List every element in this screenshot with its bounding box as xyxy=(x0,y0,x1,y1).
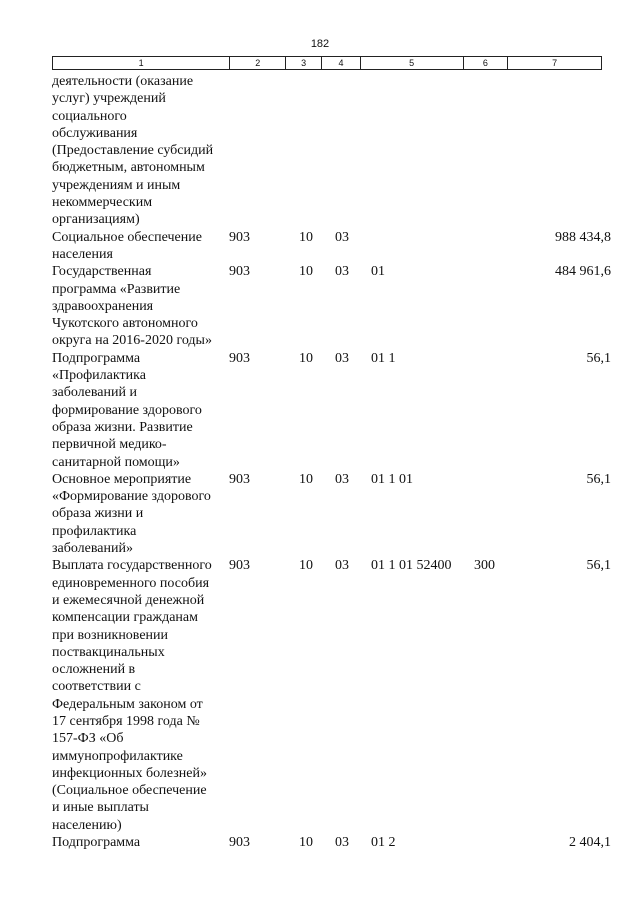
row-col-6 xyxy=(474,73,519,229)
row-col-3: 10 xyxy=(299,558,313,574)
row-col-2: 903 xyxy=(229,229,250,245)
header-col-3: 3 xyxy=(285,57,321,69)
row-name: Государственная программа «Развитие здравоохранения Чукотского автономного округа на 2016-2020 годы» xyxy=(52,264,212,349)
row-col-5: 01 xyxy=(371,264,385,280)
row-name: деятельности (оказание услуг) учреждений социального обслуживания (Предоставление субсидий бюджетным, автономным учреждениям и иным некоммерческим организациям) xyxy=(52,74,214,228)
table-row xyxy=(52,73,602,229)
row-col-7: 988 434,8 xyxy=(555,229,611,245)
row-name: Подпрограмма «Профилактика заболеваний и формирование здорового образа жизни. Развитие первичной медико- санитарной помощи» xyxy=(52,350,202,470)
row-col-4 xyxy=(335,73,371,229)
row-col-7 xyxy=(519,73,613,229)
table-header xyxy=(52,56,602,70)
row-col-3: 10 xyxy=(299,471,313,487)
row-col-3: 10 xyxy=(299,350,313,366)
row-col-2: 903 xyxy=(229,350,250,366)
row-col-2: 903 xyxy=(229,471,250,487)
row-col-2: 903 xyxy=(229,835,250,851)
row-col-7: 56,1 xyxy=(586,558,611,574)
row-col-5: 01 1 01 52400 xyxy=(371,558,452,574)
row-col-4: 03 xyxy=(335,229,349,245)
table-row xyxy=(52,263,611,349)
row-col-6 xyxy=(474,263,519,349)
row-col-4: 03 xyxy=(335,350,349,366)
row-col-2: 903 xyxy=(229,558,250,574)
row-col-3: 10 xyxy=(299,835,313,851)
row-col-6 xyxy=(474,471,519,557)
row-col-5 xyxy=(371,229,474,264)
header-col-1: 1 xyxy=(138,58,144,68)
row-col-5: 01 1 01 xyxy=(371,471,413,487)
table-row xyxy=(52,350,611,471)
row-name: Основное мероприятие «Формирование здорового образа жизни и профилактика заболеваний» xyxy=(52,471,211,557)
row-col-2 xyxy=(229,73,285,229)
header-col-6: 6 xyxy=(463,57,508,69)
table-row xyxy=(52,557,611,834)
header-col-2: 2 xyxy=(229,57,285,69)
row-col-6 xyxy=(474,229,519,264)
row-name: Подпрограмма xyxy=(52,835,141,851)
row-col-3 xyxy=(285,73,335,229)
row-name: Выплата государственного единовременного пособия и ежемесячной денежной компенсации гражданам при возникновении поствакцинальных осложнений в соответствии с Федеральным законом от 17 сентября 1998 года № 157-ФЗ «Об иммунопрофилактике инфекционных болезней» (Социальное обеспечение и иные выплаты населению) xyxy=(52,558,212,833)
row-name: Социальное обеспечение населения xyxy=(52,229,202,262)
row-col-3: 10 xyxy=(299,264,313,280)
row-col-4: 03 xyxy=(335,264,349,280)
row-col-7: 2 404,1 xyxy=(569,835,611,851)
row-col-4: 03 xyxy=(335,471,349,487)
table-row xyxy=(52,471,611,557)
page-number: 182 xyxy=(310,38,330,50)
row-col-7: 56,1 xyxy=(586,350,611,366)
table-body xyxy=(52,73,611,851)
header-col-7: 7 xyxy=(507,57,601,69)
row-col-6 xyxy=(474,350,519,471)
row-col-4: 03 xyxy=(335,835,349,851)
row-col-5: 01 1 xyxy=(371,350,396,366)
row-col-2: 903 xyxy=(229,264,250,280)
row-col-5: 01 2 xyxy=(371,835,396,851)
header-col-5: 5 xyxy=(360,57,463,69)
row-col-6: 300 xyxy=(474,558,495,574)
row-col-7: 56,1 xyxy=(586,471,611,487)
table-row xyxy=(52,834,611,851)
row-col-6 xyxy=(474,834,519,851)
row-col-5 xyxy=(371,73,474,229)
header-col-4: 4 xyxy=(321,57,360,69)
table-row xyxy=(52,229,611,264)
row-col-7: 484 961,6 xyxy=(555,264,611,280)
row-col-4: 03 xyxy=(335,558,349,574)
row-col-3: 10 xyxy=(299,229,313,245)
